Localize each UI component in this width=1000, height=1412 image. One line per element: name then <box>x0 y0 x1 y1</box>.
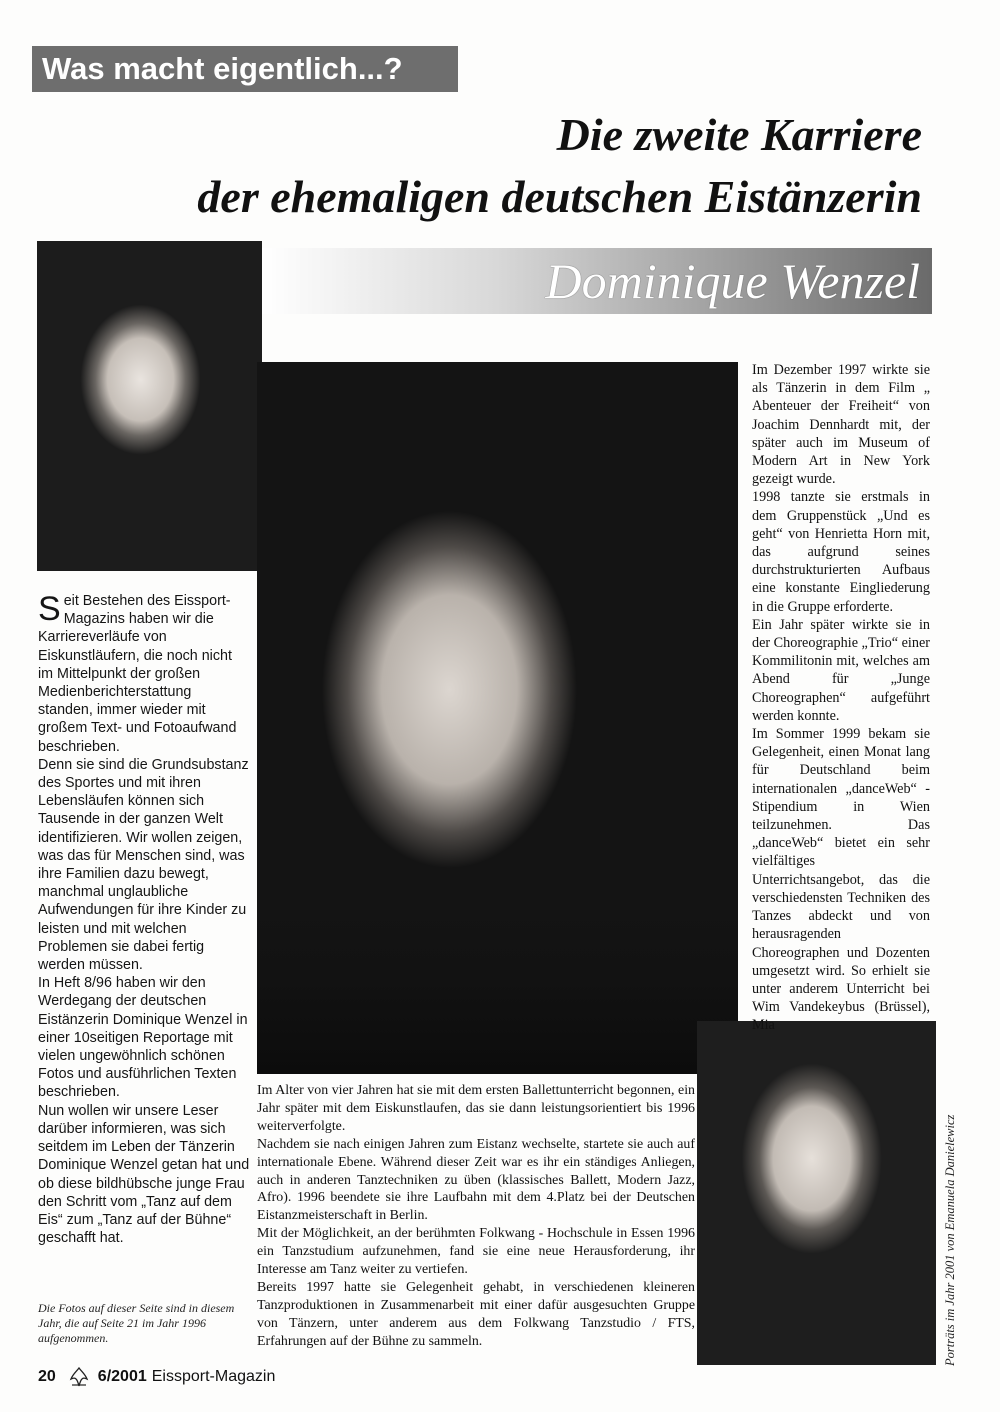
right-paragraph-2: 1998 tanzte sie erstmals in dem Gruppenstück „Und es geht“ von Henrietta Horn mit, das aufgrund seines durchstrukturierten Aufbaus eine konstante Eingliederung in die Gruppe erforderte. <box>752 489 930 615</box>
subject-name: Dominique Wenzel <box>545 253 920 309</box>
headline-line-2: der ehemaligen deutschen Eistänzerin <box>197 171 922 222</box>
portrait-photo-top-left <box>37 241 262 571</box>
bottom-paragraph-1: Im Alter von vier Jahren hat sie mit dem ersten Ballettunterricht begonnen, ein Jahr später mit dem Eiskunstlaufen, das sie dann leistungsorientiert bis 1996 weiterverfolgte. <box>257 1083 695 1134</box>
right-paragraph-4: Im Sommer 1999 bekam sie Gelegenheit, einen Monat lang für Deutschland beim internationalen „danceWeb“ - Stipendium in Wien teilzunehmen. Das „danceWeb“ bietet ein sehr vielfältiges Unterrichtsangebot, das die verschiedensten Techniken des Tanzes abdeckt und von herausragenden Choreographen und Dozenten umgesetzt wird. So erhielt sie unter anderem Unterricht bei Wim Vandekeybus (Brüssel), Mia <box>752 726 930 1034</box>
right-paragraph-3: Ein Jahr später wirkte sie in der Choreographie „Trio“ einer Kommilitonin mit, welches am Abend für „Junge Choreographen“ aufgeführt werden konnte. <box>752 616 930 724</box>
right-paragraph-1: Im Dezember 1997 wirkte sie als Tänzerin in dem Film „ Abenteuer der Freiheit“ von Joachim Dennhardt mit, der später auch im Museum of Modern Art in New York gezeigt wurde. <box>752 362 930 488</box>
bottom-column <box>257 1082 695 1351</box>
intro-column <box>38 592 250 1247</box>
magazine-name: Eissport-Magazin <box>151 1368 276 1385</box>
photo-credit: Porträts im Jahr 2001 von Emanuela Danielewicz <box>943 1114 957 1366</box>
page-number: 20 <box>38 1368 56 1385</box>
intro-paragraph-2: Denn sie sind die Grundsubstanz des Sportes und mit ihren Lebensläufen können sich Tausende in der ganzen Welt identifizieren. Wir wollen zeigen, was das für Menschen sind, was ihre Familien dazu bewegt, manchmal unglaubliche Aufwendungen für ihre Kinder zu leisten und mit welchen Problemen sie dabei fertig werden müssen. <box>38 756 249 974</box>
page-footer <box>38 1366 275 1388</box>
drop-cap: S <box>38 590 61 628</box>
portrait-photo-main-shadow <box>257 900 738 1074</box>
photo-caption: Die Fotos auf dieser Seite sind in diesem Jahr, die auf Seite 21 im Jahr 1996 aufgenommen. <box>38 1301 235 1345</box>
right-column <box>752 361 930 1035</box>
issue-number: 6/2001 <box>97 1368 147 1385</box>
intro-paragraph-4: Nun wollen wir unsere Leser darüber informieren, was sich seitdem im Leben der Tänzerin Dominique Wenzel getan hat und ob diese bildhübsche junge Frau den Schritt vom „Tanz auf dem Eis“ zum „Tanz auf der Bühne“ geschafft hat. <box>38 1102 250 1247</box>
section-kicker: Was macht eigentlich...? <box>32 46 458 92</box>
bottom-paragraph-3: Mit der Möglichkeit, an der berühmten Folkwang - Hochschule in Essen 1996 ein Tanzstudium aufzunehmen, fand sie eine neue Herausforderung, ihr Interesse am Tanz weiter zu vertiefen. <box>257 1226 695 1278</box>
bottom-paragraph-2: Nachdem sie nach einigen Jahren zum Eistanz wechselte, startete sie auch auf internationale Ebene. Während dieser Zeit war es ihr ein ständiges Anliegen, auch in anderen Tanztechniken zu üben (klassisches Ballett, Modern Jazz, Afro). 1996 beendete sie ihre Laufbahn mit dem 4.Platz bei der Deutschen Eistanzmeisterschaft in Berlin. <box>257 1136 695 1224</box>
skater-logo-icon <box>68 1366 90 1388</box>
bottom-paragraph-4: Bereits 1997 hatte sie Gelegenheit gehabt, in verschiedenen kleineren Tanzproduktionen in Zusammenarbeit mit einer dafür ausgesuchten Gruppe von Tänzern, unter anderem aus dem Folkwang Tanzstudio / FTS, Erfahrungen auf der Bühne zu sammeln. <box>257 1279 695 1349</box>
headline-line-1: Die zweite Karriere <box>556 109 922 160</box>
intro-paragraph-3: In Heft 8/96 haben wir den Werdegang der deutschen Eistänzerin Dominique Wenzel in einer 10seitigen Reportage mit vielen ungewöhnlich schönen Fotos und ausführlichen Texten beschrieben. <box>38 975 248 1101</box>
portrait-photo-bottom-right <box>697 1021 936 1365</box>
intro-paragraph-1: eit Bestehen des Eissport-Magazins haben wir die Karriereverläufe von Eiskunstläufern, die noch nicht im Mittelpunkt der großen Medienberichterstattung standen, immer wieder mit großem Text- und Fotoaufwand beschrieben. <box>38 593 237 755</box>
